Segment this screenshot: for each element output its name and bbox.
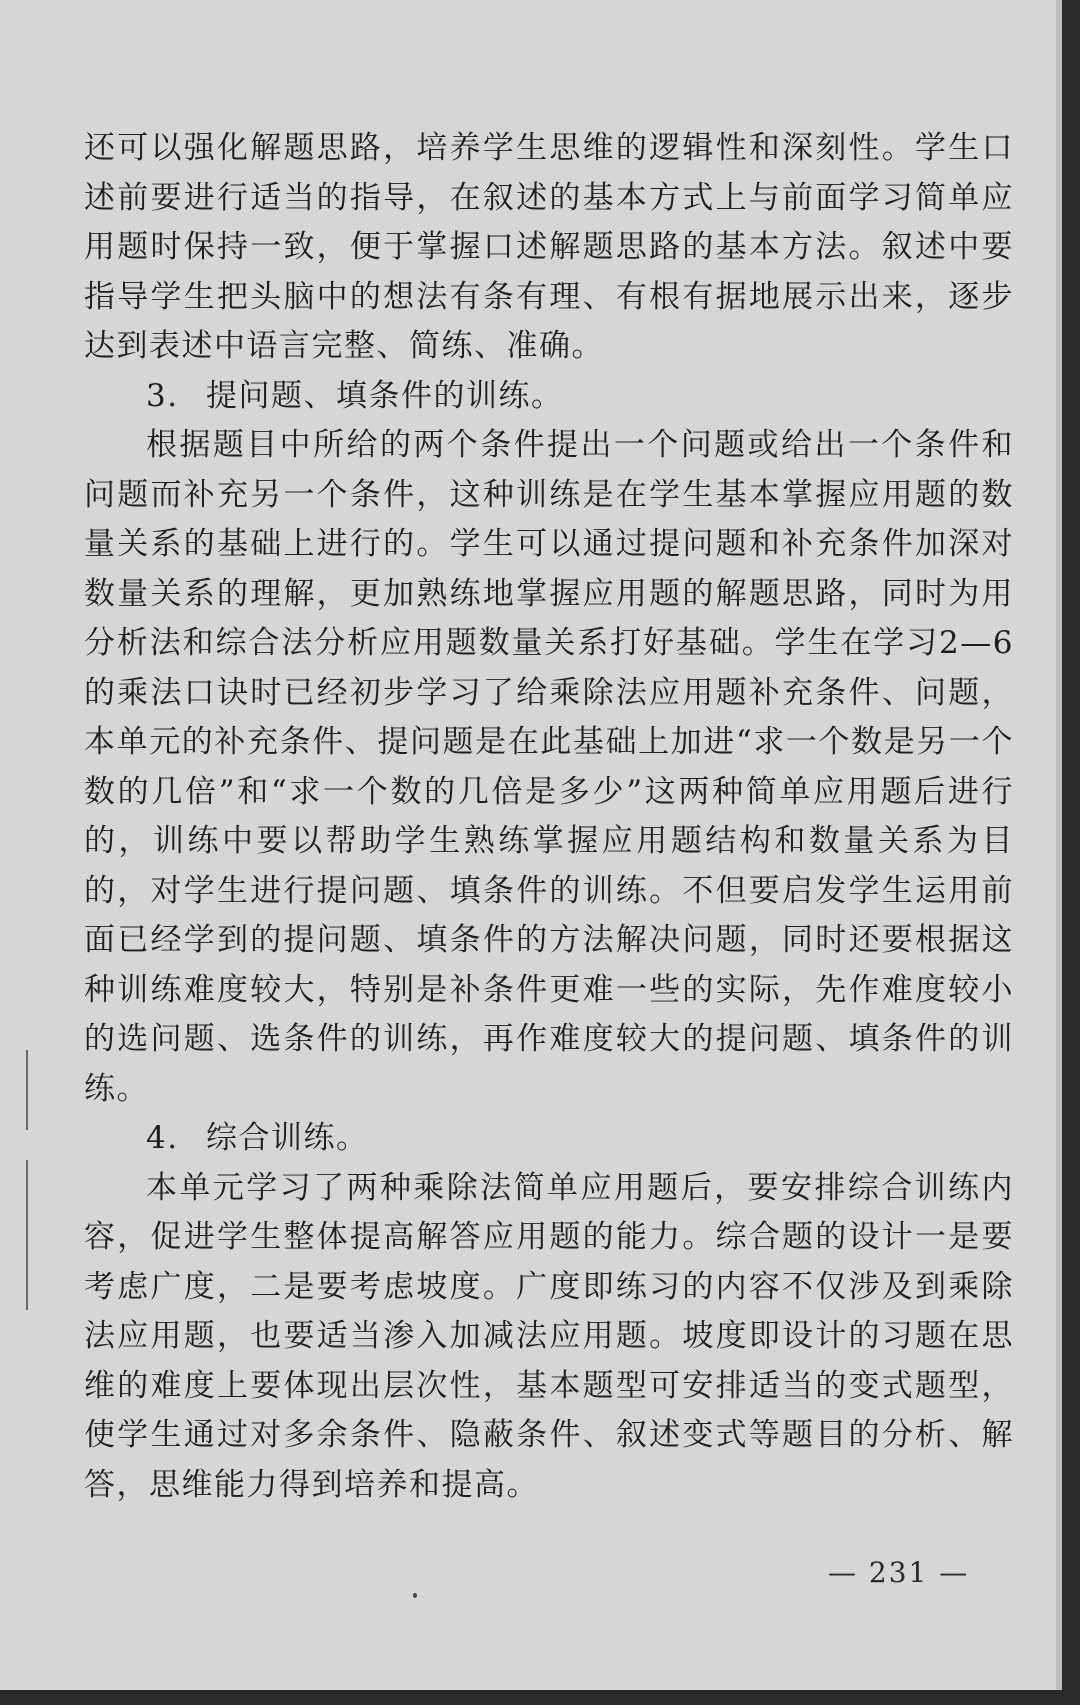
ink-speck bbox=[413, 1593, 417, 1598]
section-heading-4 bbox=[84, 1114, 1014, 1164]
section-title: 提问题、填条件的训练。 bbox=[206, 377, 564, 414]
paragraph-section-3: 根据题目中所给的两个条件提出一个问题或给出一个条件和问题而补充另一个条件，这种训练是在学生基本掌握应用题的数量关系的基础上进行的。学生可以通过提问题和补充条件加深对数量关系的理解，更加熟练地掌握应用题的解题思路，同时为用分析法和综合法分析应用题数量关系打好基础。学生在学习2—6的乘法口诀时已经初步学习了给乘除法应用题补充条件、问题，本单元的补充条件、提问题是在此基础上加进“求一个数是另一个数的几倍”和“求一个数的几倍是多少”这两种简单应用题后进行的，训练中要以帮助学生熟练掌握应用题结构和数量关系为目的，对学生进行提问题、填条件的训练。不但要启发学生运用前面已经学到的提问题、填条件的方法解决问题，同时还要根据这种训练难度较大，特别是补条件更难一些的实际，先作难度较小的选问题、选条件的训练，再作难度较大的提问题、填条件的训练。 bbox=[84, 427, 1014, 1107]
section-heading-3 bbox=[84, 372, 1014, 422]
body-text bbox=[84, 124, 1014, 1510]
section-title: 综合训练。 bbox=[206, 1120, 369, 1156]
section-number: 3. bbox=[146, 377, 179, 414]
paragraph-continuation: 还可以强化解题思路，培养学生思维的逻辑性和深刻性。学生口述前要进行适当的指导，在叙述的基本方式上与前面学习简单应用题时保持一致，便于掌握口述解题思路的基本方法。叙述中要指导学生把头脑中的想法有条有理、有根有据地展示出来，逐步达到表述中语言完整、简练、准确。 bbox=[84, 130, 1014, 364]
paragraph-section-4: 本单元学习了两种乘除法简单应用题后，要安排综合训练内容，促进学生整体提高解答应用题的能力。综合题的设计一是要考虑广度，二是要考虑坡度。广度即练习的内容不仅涉及到乘除法应用题，也要适当渗入加减法应用题。坡度即设计的习题在思维的难度上要体现出层次性，基本题型可安排适当的变式题型，使学生通过对多余条件、隐蔽条件、叙述变式等题目的分析、解答，思维能力得到培养和提高。 bbox=[84, 1169, 1014, 1503]
margin-pencil-mark bbox=[26, 1160, 28, 1310]
page-number: — 231 — bbox=[828, 1556, 970, 1589]
margin-pencil-mark bbox=[26, 1050, 28, 1130]
section-number: 4. bbox=[146, 1120, 179, 1156]
